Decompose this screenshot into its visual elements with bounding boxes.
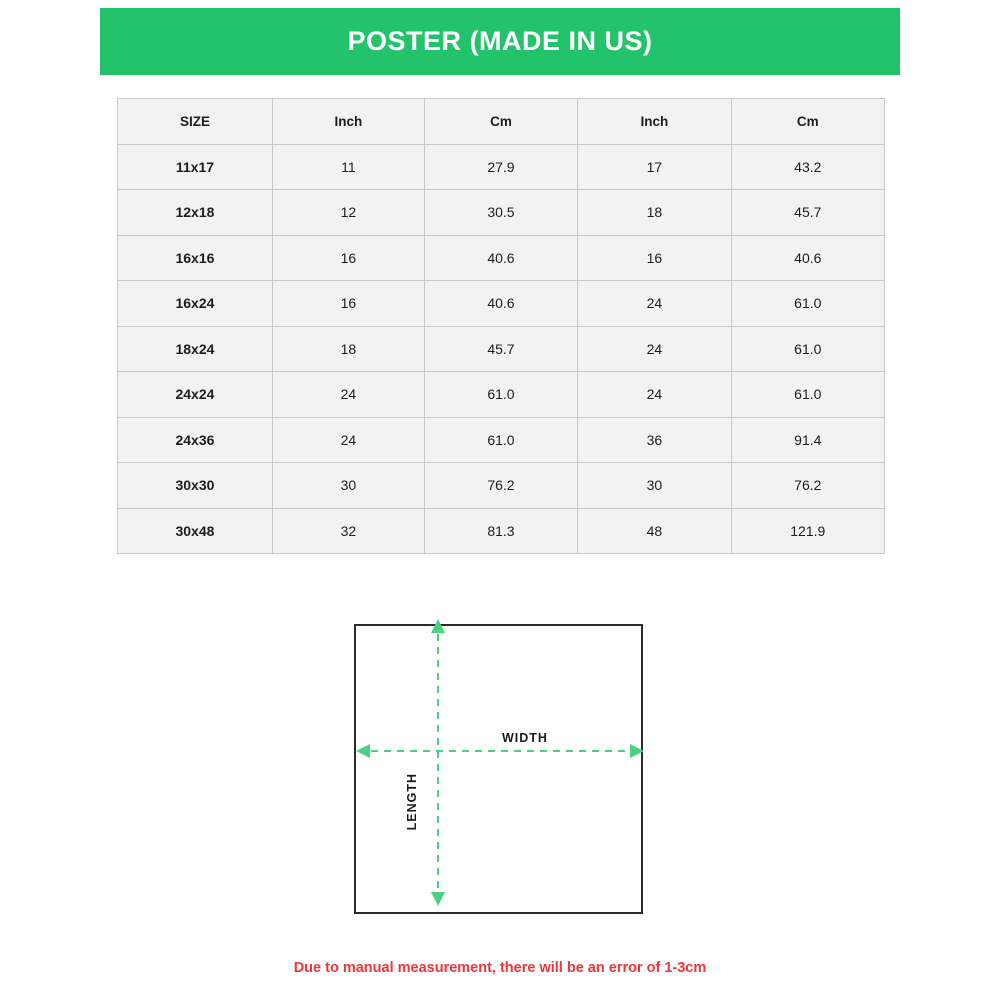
table-row [118, 281, 885, 327]
cell-inch-width: 11 [272, 144, 424, 190]
cell-inch-length: 24 [578, 326, 731, 372]
cell-cm-width: 76.2 [424, 463, 577, 509]
cell-inch-width: 30 [272, 463, 424, 509]
size-chart-table-wrapper [117, 98, 885, 554]
cell-inch-length: 30 [578, 463, 731, 509]
cell-size: 30x48 [118, 508, 273, 554]
cell-size: 12x18 [118, 190, 273, 236]
table-row [118, 417, 885, 463]
cell-inch-width: 18 [272, 326, 424, 372]
table-row [118, 190, 885, 236]
measurement-diagram-box [354, 624, 643, 914]
cell-inch-width: 32 [272, 508, 424, 554]
cell-inch-width: 24 [272, 417, 424, 463]
table-row [118, 235, 885, 281]
cell-size: 18x24 [118, 326, 273, 372]
cell-cm-width: 61.0 [424, 417, 577, 463]
cell-size: 16x24 [118, 281, 273, 327]
cell-inch-length: 17 [578, 144, 731, 190]
cell-cm-length: 45.7 [731, 190, 884, 236]
cell-cm-length: 61.0 [731, 281, 884, 327]
cell-cm-width: 27.9 [424, 144, 577, 190]
cell-inch-length: 48 [578, 508, 731, 554]
column-header-cm-width: Cm [424, 99, 577, 145]
cell-inch-width: 16 [272, 281, 424, 327]
cell-cm-length: 43.2 [731, 144, 884, 190]
table-row [118, 372, 885, 418]
table-row [118, 463, 885, 509]
cell-inch-length: 16 [578, 235, 731, 281]
measurement-disclaimer: Due to manual measurement, there will be an error of 1-3cm [293, 960, 707, 976]
column-header-cm-length: Cm [731, 99, 884, 145]
diagram-label-width: WIDTH [497, 730, 553, 746]
cell-cm-width: 61.0 [424, 372, 577, 418]
header-banner [100, 8, 900, 75]
cell-cm-width: 40.6 [424, 235, 577, 281]
cell-cm-width: 40.6 [424, 281, 577, 327]
cell-size: 24x36 [118, 417, 273, 463]
cell-inch-length: 24 [578, 372, 731, 418]
size-chart-table [117, 98, 885, 554]
cell-cm-length: 121.9 [731, 508, 884, 554]
cell-cm-length: 61.0 [731, 372, 884, 418]
cell-inch-length: 18 [578, 190, 731, 236]
cell-cm-width: 81.3 [424, 508, 577, 554]
table-header-row [118, 99, 885, 145]
cell-size: 30x30 [118, 463, 273, 509]
cell-size: 11x17 [118, 144, 273, 190]
table-row [118, 508, 885, 554]
cell-inch-length: 24 [578, 281, 731, 327]
page-title: POSTER (MADE IN US) [347, 26, 653, 56]
cell-size: 16x16 [118, 235, 273, 281]
cell-cm-length: 76.2 [731, 463, 884, 509]
cell-inch-width: 24 [272, 372, 424, 418]
cell-size: 24x24 [118, 372, 273, 418]
cell-cm-width: 30.5 [424, 190, 577, 236]
cell-cm-length: 40.6 [731, 235, 884, 281]
cell-cm-width: 45.7 [424, 326, 577, 372]
cell-inch-width: 16 [272, 235, 424, 281]
cell-inch-width: 12 [272, 190, 424, 236]
diagram-label-length: LENGTH [404, 768, 420, 835]
cell-inch-length: 36 [578, 417, 731, 463]
column-header-size: SIZE [118, 99, 273, 145]
cell-cm-length: 91.4 [731, 417, 884, 463]
cell-cm-length: 61.0 [731, 326, 884, 372]
column-header-inch-width: Inch [272, 99, 424, 145]
column-header-inch-length: Inch [578, 99, 731, 145]
table-row [118, 326, 885, 372]
table-row [118, 144, 885, 190]
